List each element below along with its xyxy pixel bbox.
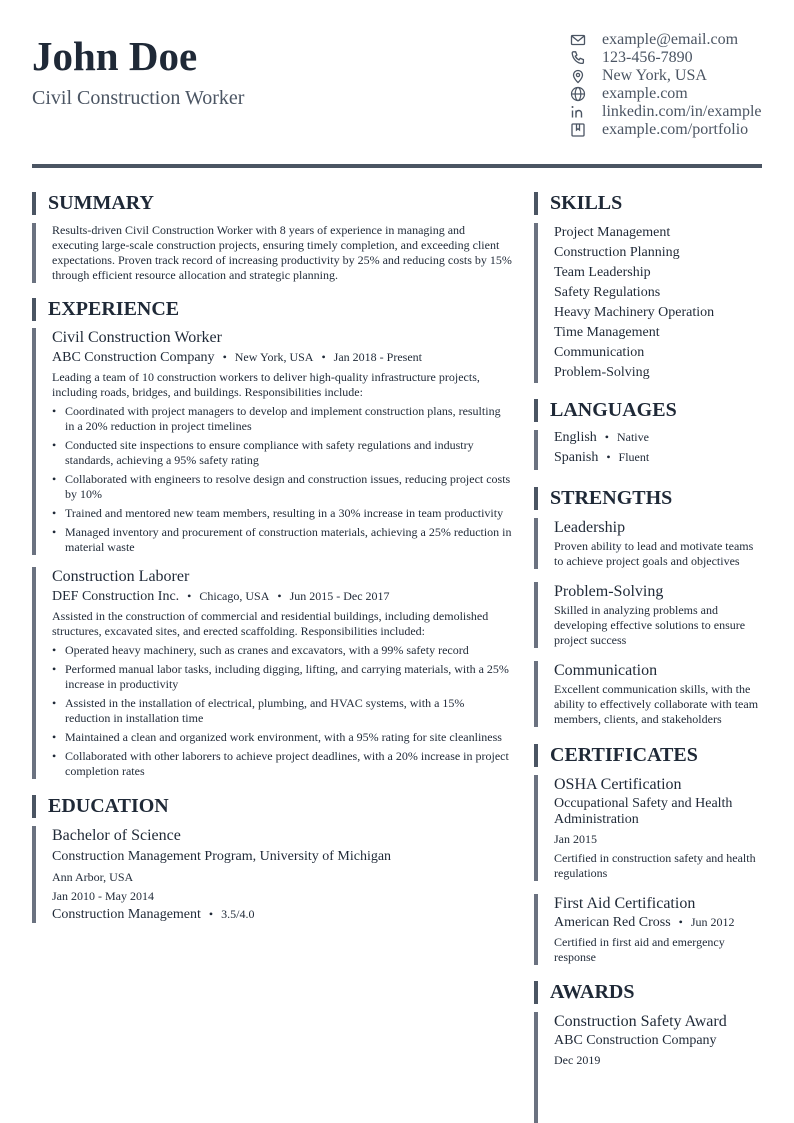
certificate-text: Certified in first aid and emergency response <box>554 935 725 964</box>
summary-text: Results-driven Civil Construction Worker with 8 years of experience in managing and executing large-scale construction projects, ensuring timely completion, and exceeding client expectations. Proven track record of increasing productivity by 25% and reducing costs by 15% through efficient resource allocation and strategic planning. <box>52 223 512 282</box>
education-gpa: 3.5/4.0 <box>221 907 255 921</box>
strength-title: Problem-Solving <box>554 583 664 600</box>
list-item: • Assisted in the installation of electrical, plumbing, and HVAC systems, with a 15% reduction in installation time <box>52 696 512 726</box>
candidate-role: Civil Construction Worker <box>32 87 245 109</box>
certificate-meta <box>554 915 762 931</box>
job-meta <box>52 589 512 605</box>
strength-item <box>534 518 762 569</box>
contact-email[interactable] <box>570 31 770 49</box>
education-field-row <box>52 907 512 923</box>
certificates-heading: CERTIFICATES <box>534 744 762 767</box>
strength-text: Excellent communication skills, with the ability to effectively collaborate with team members, clients, and stakeholders <box>554 682 759 726</box>
contact-phone[interactable] <box>570 49 770 67</box>
experience-heading: EXPERIENCE <box>32 298 512 321</box>
phone-icon <box>570 50 586 66</box>
language-level: Native <box>616 430 649 444</box>
summary-heading: SUMMARY <box>32 192 512 215</box>
skills-heading: SKILLS <box>534 192 762 215</box>
job-description: Leading a team of 10 construction workers to deliver high-quality infrastructure projects, including roads, bridges, and buildings. Responsibilities include: <box>52 370 480 399</box>
education-field: Construction Management <box>52 907 201 922</box>
contact-portfolio[interactable] <box>570 121 770 139</box>
right-column <box>534 192 762 1123</box>
separator-dot: • <box>222 350 227 364</box>
separator-dot: • <box>277 589 282 603</box>
skill-item: Safety Regulations <box>554 285 661 300</box>
certificate-issuer: Occupational Safety and Health Administration <box>554 796 733 827</box>
certificate-item <box>534 775 762 881</box>
job-location: Chicago, USA <box>199 589 270 603</box>
awards-heading: AWARDS <box>534 981 762 1004</box>
strengths-heading: STRENGTHS <box>534 487 762 510</box>
separator-dot: • <box>187 589 192 603</box>
education-dates: Jan 2010 - May 2014 <box>52 889 154 903</box>
certificate-text: Certified in construction safety and health regulations <box>554 851 756 880</box>
contact-email-text: example@email.com <box>602 31 739 48</box>
job-title: Civil Construction Worker <box>52 329 222 346</box>
job-bullets <box>52 643 512 779</box>
education-entry <box>32 826 512 923</box>
job-dates: Jan 2018 - Present <box>333 350 422 364</box>
summary-body <box>32 223 512 283</box>
linkedin-icon <box>570 104 586 120</box>
list-item: • Collaborated with engineers to resolve design and construction issues, reducing project costs by 10% <box>52 472 512 502</box>
language-name: Spanish <box>554 450 599 465</box>
contact-website-text: example.com <box>602 85 688 102</box>
skill-item: Time Management <box>554 325 660 340</box>
list-item: • Trained and mentored new team members, resulting in a 30% increase in team productivity <box>52 506 512 521</box>
language-level: Fluent <box>618 450 650 464</box>
contact-linkedin-text: linkedin.com/in/example <box>602 103 762 120</box>
job-description: Assisted in the construction of commercial and residential buildings, including demolished structures, excavated sites, and erected scaffolding. Responsibilities included: <box>52 609 489 638</box>
languages-heading: LANGUAGES <box>534 399 762 422</box>
strength-text: Proven ability to lead and motivate teams to achieve project goals and objectives <box>554 539 754 568</box>
award-date: Dec 2019 <box>554 1053 601 1067</box>
list-item: • Performed manual labor tasks, including digging, lifting, and carrying materials, with a 25% increase in productivity <box>52 662 512 692</box>
award-item <box>534 1012 762 1123</box>
language-name: English <box>554 430 597 445</box>
skills-section <box>534 192 762 383</box>
header-divider <box>32 164 762 168</box>
experience-section <box>32 298 512 779</box>
separator-dot: • <box>208 907 214 921</box>
summary-section <box>32 192 512 283</box>
job-entry <box>32 328 512 555</box>
award-title: Construction Safety Award <box>554 1013 727 1030</box>
skill-item: Communication <box>554 345 645 360</box>
job-company: DEF Construction Inc. <box>52 589 180 604</box>
separator-dot: • <box>678 915 683 929</box>
certificate-title: OSHA Certification <box>554 776 682 793</box>
skill-item: Team Leadership <box>554 265 651 280</box>
strengths-section <box>534 487 762 727</box>
portfolio-icon <box>570 122 586 138</box>
certificate-issuer: American Red Cross <box>554 915 671 930</box>
list-item: • Maintained a clean and organized work environment, with a 95% rating for site cleanliness <box>52 730 512 745</box>
separator-dot: • <box>321 350 326 364</box>
list-item: • Conducted site inspections to ensure compliance with safety regulations and industry standards, achieving a 95% safety rating <box>52 438 512 468</box>
contact-website[interactable] <box>570 85 770 103</box>
list-item: • Managed inventory and procurement of construction materials, achieving a 25% reduction in material waste <box>52 525 512 555</box>
skills-list <box>534 223 762 383</box>
strength-text: Skilled in analyzing problems and developing effective solutions to ensure project success <box>554 603 746 647</box>
strength-title: Communication <box>554 662 658 679</box>
education-location: Ann Arbor, USA <box>52 870 134 884</box>
skill-item: Construction Planning <box>554 245 680 260</box>
education-heading: EDUCATION <box>32 795 512 818</box>
language-item <box>554 450 762 470</box>
certificate-title: First Aid Certification <box>554 895 696 912</box>
strength-item <box>534 582 762 648</box>
certificate-date: Jun 2012 <box>690 915 735 929</box>
certificates-section <box>534 744 762 965</box>
degree: Bachelor of Science <box>52 827 181 844</box>
award-issuer: ABC Construction Company <box>554 1033 717 1048</box>
separator-dot: • <box>606 450 611 464</box>
contact-portfolio-text: example.com/portfolio <box>602 121 749 138</box>
candidate-name: John Doe <box>32 33 198 79</box>
globe-icon <box>570 86 586 102</box>
contact-location <box>570 67 770 85</box>
certificate-item <box>534 894 762 965</box>
skill-item: Problem-Solving <box>554 365 650 380</box>
awards-section <box>534 981 762 1123</box>
skill-item: Project Management <box>554 225 671 240</box>
list-item: • Operated heavy machinery, such as cranes and excavators, with a 99% safety record <box>52 643 512 658</box>
list-item: • Collaborated with other laborers to achieve project deadlines, with a 20% increase in project completion rates <box>52 749 512 779</box>
job-entry <box>32 567 512 779</box>
job-title: Construction Laborer <box>52 568 190 585</box>
contact-phone-text: 123-456-7890 <box>602 49 693 66</box>
separator-dot: • <box>604 430 609 444</box>
job-dates: Jun 2015 - Dec 2017 <box>289 589 390 603</box>
education-section <box>32 795 512 923</box>
list-item: • Coordinated with project managers to develop and implement construction plans, resulting in a 20% reduction in project timelines <box>52 404 512 434</box>
job-company: ABC Construction Company <box>52 350 215 365</box>
languages-section <box>534 399 762 470</box>
job-meta <box>52 350 512 366</box>
education-program: Construction Management Program, University of Michigan <box>52 849 392 864</box>
strength-title: Leadership <box>554 519 626 536</box>
strength-item <box>534 661 762 727</box>
resume-header <box>32 0 762 168</box>
job-location: New York, USA <box>234 350 314 364</box>
language-item <box>554 430 762 450</box>
left-column <box>32 192 512 923</box>
languages-list <box>534 430 762 470</box>
certificate-date: Jan 2015 <box>554 832 597 846</box>
contact-list <box>570 31 770 139</box>
contact-linkedin[interactable] <box>570 103 770 121</box>
mail-icon <box>570 32 586 48</box>
location-pin-icon <box>570 68 586 84</box>
job-bullets <box>52 404 512 555</box>
skill-item: Heavy Machinery Operation <box>554 305 715 320</box>
contact-location-text: New York, USA <box>602 67 707 84</box>
